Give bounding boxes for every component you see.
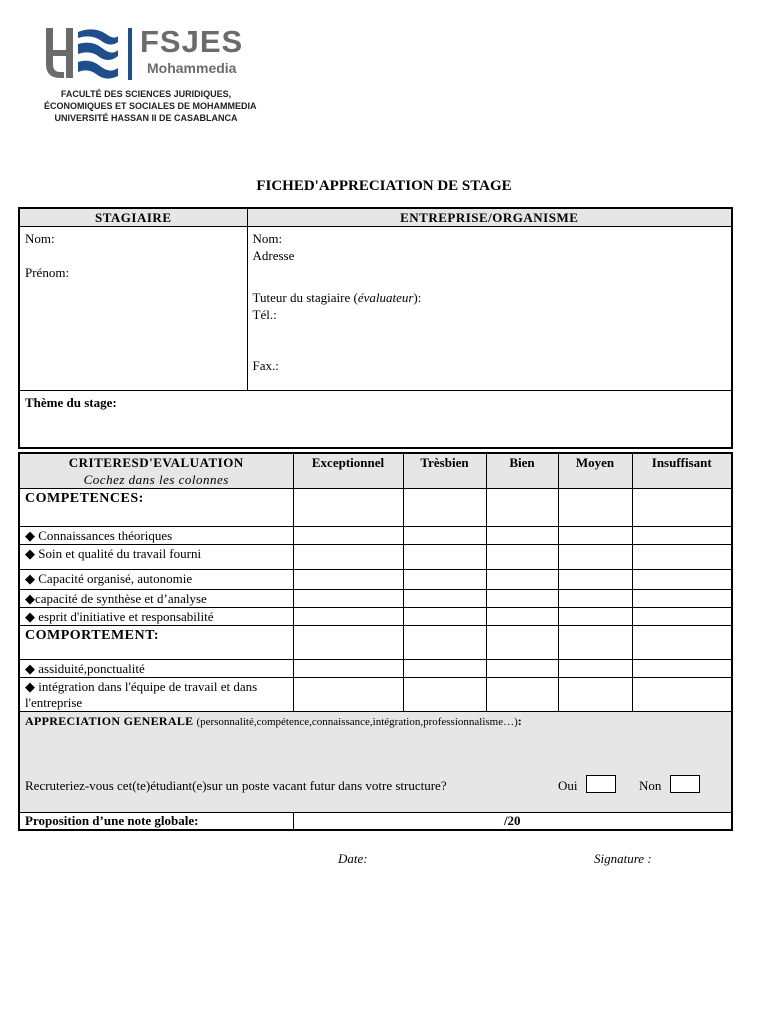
rating-cell[interactable] [403,545,486,570]
logo-caption-line: UNIVERSITÉ HASSAN II DE CASABLANCA [54,113,238,123]
rating-cell[interactable] [632,608,732,626]
rating-cell[interactable] [486,660,558,678]
appreciation-generale-label: APPRECIATION GENERALE (personnalité,compétence,connaissance,intégration,professionnalisme…): [25,714,523,728]
document-title: FICHED'APPRECIATION DE STAGE [256,178,512,194]
rating-cell[interactable] [632,626,732,660]
criteria-subheader: Cochez dans les colonnes [83,472,229,487]
non-checkbox[interactable] [670,775,700,793]
criterion-row-label: ◆capacité de synthèse et d’analyse [19,590,293,608]
rating-cell[interactable] [403,527,486,545]
rating-cell[interactable] [558,570,632,590]
col-moyen: Moyen [558,453,632,489]
entreprise-adresse-label: Adresse [252,248,295,263]
rating-cell[interactable] [403,660,486,678]
tel-label: Tél.: [252,307,277,322]
rating-cell[interactable] [632,678,732,712]
rating-cell[interactable] [293,590,403,608]
oui-checkbox[interactable] [586,775,616,793]
fax-label: Fax.: [252,358,279,373]
rating-cell[interactable] [403,590,486,608]
section-comportement: COMPORTEMENT: [19,626,293,660]
oui-label: Oui [558,778,578,793]
logo-name: FSJES [140,24,244,59]
rating-cell[interactable] [486,489,558,527]
rating-cell[interactable] [558,527,632,545]
rating-cell[interactable] [486,678,558,712]
rating-cell[interactable] [558,489,632,527]
entreprise-header: ENTREPRISE/ORGANISME [247,208,732,227]
rating-cell[interactable] [632,570,732,590]
stagiaire-nom-label: Nom: [25,231,55,246]
logo-caption-line: ÉCONOMIQUES ET SOCIALES DE MOHAMMEDIA [44,101,257,111]
stagiaire-header: STAGIAIRE [19,208,247,227]
date-label: Date: [338,851,368,866]
rating-cell[interactable] [632,660,732,678]
rating-cell[interactable] [403,570,486,590]
theme-cell[interactable]: Thème du stage: [19,391,732,449]
rating-cell[interactable] [558,590,632,608]
rating-cell[interactable] [486,545,558,570]
recruit-question: Recruteriez-vous cet(te)étudiant(e)sur un poste vacant futur dans votre structure? [25,778,447,793]
col-bien: Bien [486,453,558,489]
rating-cell[interactable] [403,608,486,626]
rating-cell[interactable] [293,570,403,590]
trainee-company-table [18,207,733,449]
rating-cell[interactable] [558,678,632,712]
rating-cell[interactable] [632,527,732,545]
rating-cell[interactable] [632,545,732,570]
rating-cell[interactable] [558,545,632,570]
criterion-row-label: ◆ intégration dans l'équipe de travail et dans l'entreprise [19,678,293,712]
rating-cell[interactable] [486,570,558,590]
rating-cell[interactable] [293,626,403,660]
non-label: Non [639,778,662,793]
rating-cell[interactable] [486,626,558,660]
stagiaire-prenom-label: Prénom: [25,265,70,280]
rating-cell[interactable] [486,608,558,626]
rating-cell[interactable] [293,489,403,527]
tuteur-label: Tuteur du stagiaire (évaluateur): [252,290,422,305]
rating-cell[interactable] [558,660,632,678]
criteria-header: CRITERESD'EVALUATION Cochez dans les colonnes [19,453,293,489]
rating-cell[interactable] [403,678,486,712]
col-tresbien: Trèsbien [403,453,486,489]
logo-separator [128,28,132,80]
evaluation-criteria-table [18,452,733,831]
uh2c-logo-mark-icon [44,26,120,80]
rating-cell[interactable] [486,590,558,608]
rating-cell[interactable] [558,608,632,626]
faculty-logo [44,24,264,124]
col-insuffisant: Insuffisant [632,453,732,489]
logo-city: Mohammedia [147,60,237,76]
rating-cell[interactable] [486,527,558,545]
note-globale-label: Proposition d’une note globale: [19,813,293,831]
rating-cell[interactable] [558,626,632,660]
note-globale-score[interactable]: /20 [293,813,732,831]
rating-cell[interactable] [293,545,403,570]
criterion-row-label: ◆ Connaissances théoriques [19,527,293,545]
criterion-row-label: ◆ assiduité,ponctualité [19,660,293,678]
criterion-row-label: ◆ Capacité organisé, autonomie [19,570,293,590]
rating-cell[interactable] [293,660,403,678]
entreprise-cell[interactable] [247,227,732,391]
criterion-row-label: ◆ esprit d'initiative et responsabilité [19,608,293,626]
appreciation-generale-cell[interactable] [19,712,732,813]
rating-cell[interactable] [293,678,403,712]
logo-caption [44,88,257,124]
criterion-row-label: ◆ Soin et qualité du travail fourni [19,545,293,570]
rating-cell[interactable] [632,489,732,527]
rating-cell[interactable] [293,527,403,545]
rating-cell[interactable] [632,590,732,608]
rating-cell[interactable] [403,626,486,660]
col-exceptionnel: Exceptionnel [293,453,403,489]
entreprise-nom-label: Nom: [252,231,283,246]
logo-caption-line: FACULTÉ DES SCIENCES JURIDIQUES, [60,89,232,99]
section-competences: COMPETENCES: [19,489,293,527]
signature-label: Signature : [594,851,652,866]
rating-cell[interactable] [293,608,403,626]
stagiaire-cell[interactable] [19,227,247,391]
rating-cell[interactable] [403,489,486,527]
